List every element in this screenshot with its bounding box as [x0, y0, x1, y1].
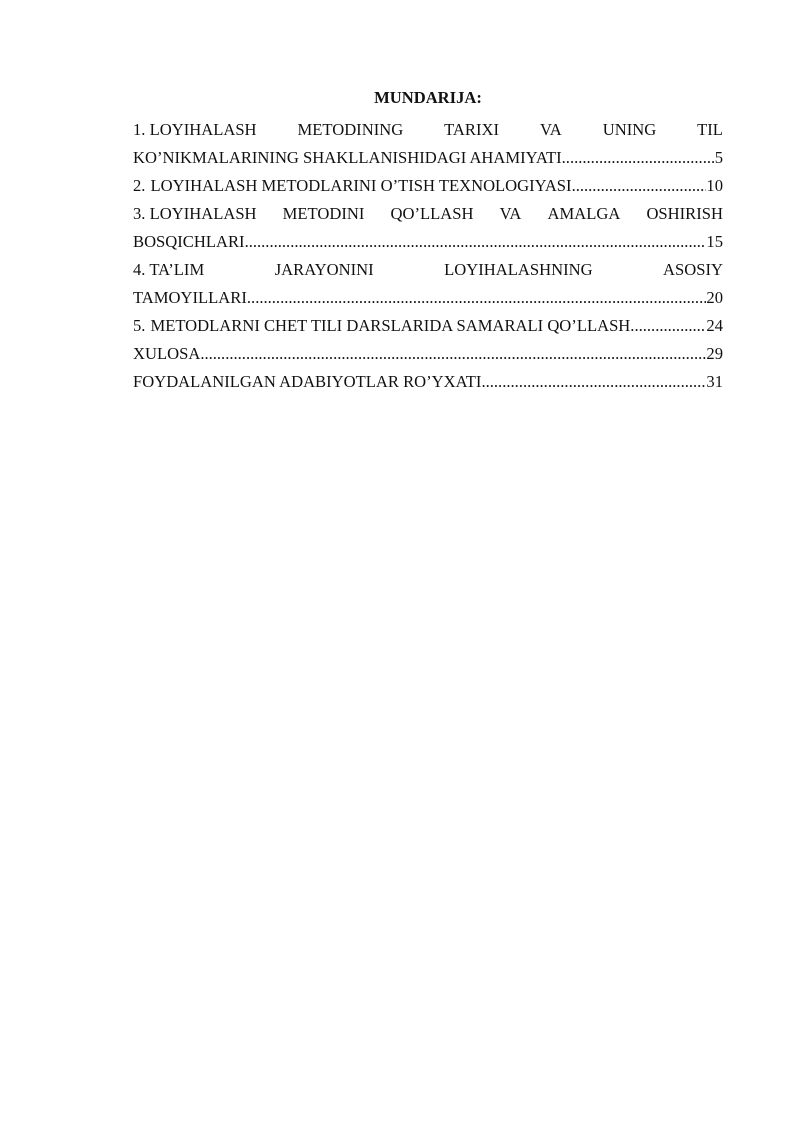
toc-entry-word: TARIXI	[444, 120, 500, 139]
toc-entry-word: LOYIHALASHNING	[444, 260, 593, 279]
toc-entry-4[interactable]	[133, 256, 723, 312]
toc-entry-text: LOYIHALASH METODLARINI O’TISH TEXNOLOGIYASI	[150, 176, 572, 195]
toc-entry-word: OSHIRISH	[646, 204, 723, 223]
toc-entry-line	[133, 172, 723, 200]
toc-entry-word: VA	[499, 204, 522, 223]
toc-entry-conclusion[interactable]	[133, 340, 723, 368]
toc-entry-word: TIL	[697, 120, 723, 139]
dot-leader	[562, 144, 715, 172]
toc-entry-word: AMALGA	[547, 204, 621, 223]
toc-entry-word: METODINING	[297, 120, 404, 139]
page-number: 24	[706, 316, 723, 335]
table-of-contents	[133, 84, 723, 396]
toc-entry-number: 2.	[133, 176, 146, 195]
toc-entry-line	[133, 312, 723, 340]
toc-entry-text: BOSQICHLARI	[133, 232, 245, 251]
page-number: 31	[706, 372, 723, 391]
toc-entry-3[interactable]	[133, 200, 723, 256]
dot-leader	[247, 284, 707, 312]
toc-entry-2[interactable]	[133, 172, 723, 200]
toc-entry-line	[133, 368, 723, 396]
toc-entry-references[interactable]	[133, 368, 723, 396]
toc-entry-text: TAMOYILLARI	[133, 288, 247, 307]
toc-entry-last-line	[133, 228, 723, 256]
toc-entry-last-line	[133, 284, 723, 312]
toc-entry-word: VA	[539, 120, 562, 139]
toc-entry-line	[133, 340, 723, 368]
toc-entry-number-word: 4. TA’LIM	[133, 260, 205, 279]
toc-entry-first-line	[133, 256, 723, 284]
dot-leader	[572, 172, 707, 200]
toc-entry-5[interactable]	[133, 312, 723, 340]
toc-entry-text: METODLARNI CHET TILI DARSLARIDA SAMARALI QO’LLASH	[150, 316, 631, 335]
toc-entry-number: 5.	[133, 316, 146, 335]
toc-entry-last-line	[133, 144, 723, 172]
dot-leader	[481, 368, 706, 396]
page-number: 20	[706, 288, 723, 307]
toc-entry-text: FOYDALANILGAN ADABIYOTLAR RO’YXATI	[133, 372, 482, 391]
dot-leader	[200, 340, 706, 368]
dot-leader	[630, 312, 706, 340]
page-number: 15	[706, 232, 723, 251]
toc-entry-first-line	[133, 200, 723, 228]
dot-leader	[245, 228, 707, 256]
toc-entry-word: QO’LLASH	[390, 204, 474, 223]
toc-entry-word: UNING	[602, 120, 657, 139]
page-title: MUNDARIJA:	[374, 88, 482, 107]
toc-entry-1[interactable]	[133, 116, 723, 172]
toc-entry-word: ASOSIY	[663, 260, 723, 279]
toc-entry-first-line	[133, 116, 723, 144]
toc-entry-number-word: 1. LOYIHALASH	[133, 120, 257, 139]
page-number: 10	[706, 176, 723, 195]
toc-entry-text: KO’NIKMALARINING SHAKLLANISHIDAGI AHAMIYATI	[133, 148, 562, 167]
toc-entry-word: METODINI	[282, 204, 365, 223]
page-number: 5	[714, 148, 723, 167]
toc-entry-text: XULOSA	[133, 344, 201, 363]
toc-entry-word: JARAYONINI	[274, 260, 374, 279]
page-number: 29	[706, 344, 723, 363]
toc-entry-number-word: 3. LOYIHALASH	[133, 204, 257, 223]
